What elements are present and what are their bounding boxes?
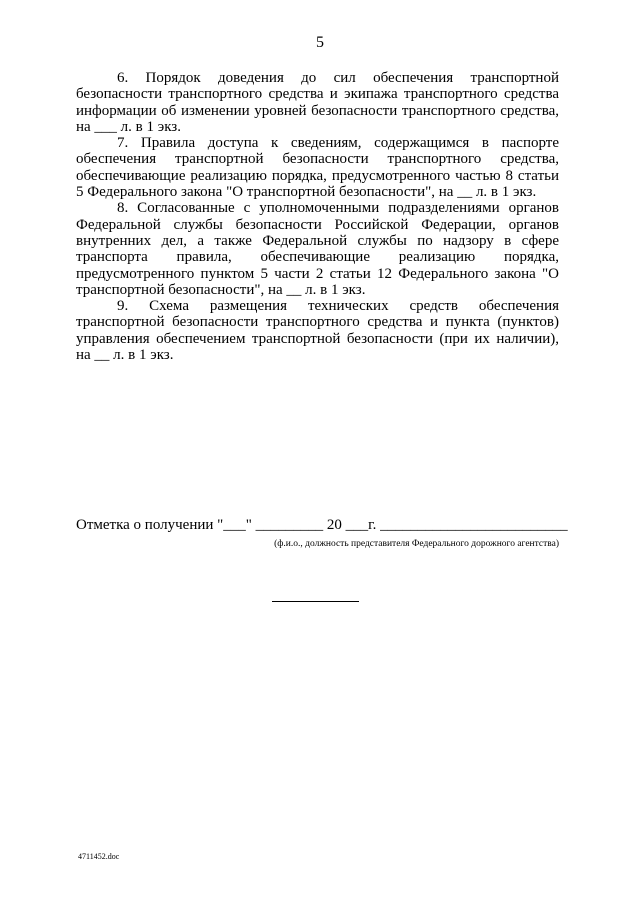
document-body [76,70,559,363]
paragraph-item-8: 8. Согласованные с уполномоченными подразделениями органов Федеральной службы безопасности Российской Федерации, органов внутренних дел, а также Федеральной службы по надзору в сфере транспорта правила, обеспечивающие реализацию порядка, предусмотренного пунктом 5 части 2 статьи 12 Федерального закона "О транспортной безопасности", на __ л. в 1 экз. [76,200,559,298]
receipt-signature-caption: (ф.и.о., должность представителя Федерального дорожного агентства) [274,539,559,549]
paragraph-item-9: 9. Схема размещения технических средств обеспечения транспортной безопасности транспортного средства и пункта (пунктов) управления обеспечением транспортной безопасности (при их наличии), на __ л. в 1 экз. [76,298,559,364]
document-file-code: 4711452.doc [78,852,120,861]
page-number: 5 [316,34,324,51]
paragraph-item-7: 7. Правила доступа к сведениям, содержащимся в паспорте обеспечения транспортной безопасности транспортного средства, обеспечивающие реализацию порядка, предусмотренного частью 8 статьи 5 Федерального закона "О транспортной безопасности", на __ л. в 1 экз. [76,135,559,201]
end-of-document-rule [272,601,359,602]
paragraph-item-6: 6. Порядок доведения до сил обеспечения транспортной безопасности транспортного средства и экипажа транспортного средства информации об изменении уровней безопасности транспортного средства, на ___ л. в 1 экз. [76,70,559,135]
receipt-mark-line: Отметка о получении "___" _________ 20 ___г. _________________________ [76,517,568,533]
